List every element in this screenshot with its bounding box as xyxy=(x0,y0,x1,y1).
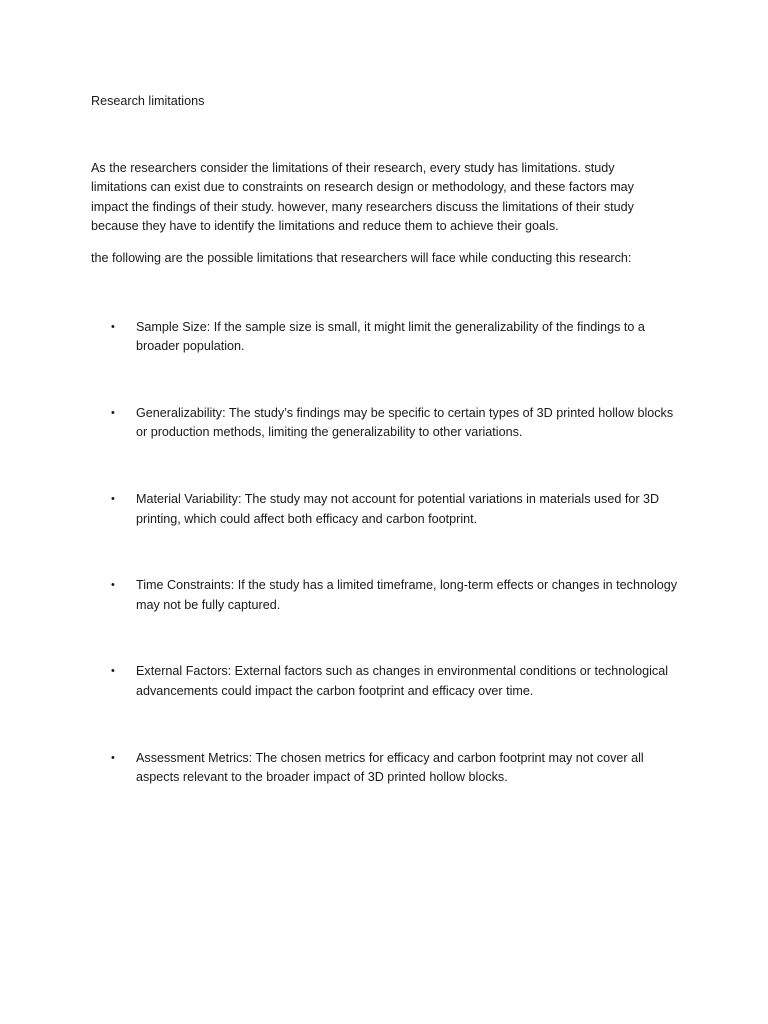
list-item-text: Sample Size: If the sample size is small, it might limit the generalizability of the findings to a broader population. xyxy=(136,319,645,354)
list-item-text: Time Constraints: If the study has a limited timeframe, long-term effects or changes in technology may not be fully captured. xyxy=(136,578,678,612)
limitations-list xyxy=(91,318,691,788)
list-item-text: Material Variability: The study may not account for potential variations in materials used for 3D printing, which could affect both efficacy and carbon footprint. xyxy=(136,491,660,526)
bullet-icon: • xyxy=(111,406,115,419)
list-item xyxy=(91,662,681,701)
bullet-icon: • xyxy=(111,492,115,505)
list-item xyxy=(91,490,681,529)
list-item-text: Assessment Metrics: The chosen metrics for efficacy and carbon footprint may not cover all aspects relevant to the broader impact of 3D printed hollow blocks. xyxy=(136,750,644,785)
bullet-icon: • xyxy=(111,751,115,764)
document-body xyxy=(91,92,691,835)
lead-in-paragraph: the following are the possible limitations that researchers will face while conducting this research: xyxy=(91,250,632,265)
list-item xyxy=(91,576,681,615)
intro-paragraph: As the researchers consider the limitations of their research, every study has limitations. study limitations can exist due to constraints on research design or methodology, and these factors may impact the findings of their study. however, many researchers discuss the limitations of their study because they have to identify the limitations and reduce them to achieve their goals. xyxy=(91,160,634,234)
list-item xyxy=(91,318,681,357)
list-item-text: Generalizability: The study’s findings may be specific to certain types of 3D printed hollow blocks or production methods, limiting the generalizability to other variations. xyxy=(136,405,674,440)
list-item xyxy=(91,749,681,788)
document-title: Research limitations xyxy=(91,94,205,108)
bullet-icon: • xyxy=(111,320,115,333)
bullet-icon: • xyxy=(111,579,115,592)
bullet-icon: • xyxy=(111,665,115,678)
list-item-text: External Factors: External factors such as changes in environmental conditions or technological advancements could impact the carbon footprint and efficacy over time. xyxy=(136,664,669,698)
list-item xyxy=(91,404,681,443)
